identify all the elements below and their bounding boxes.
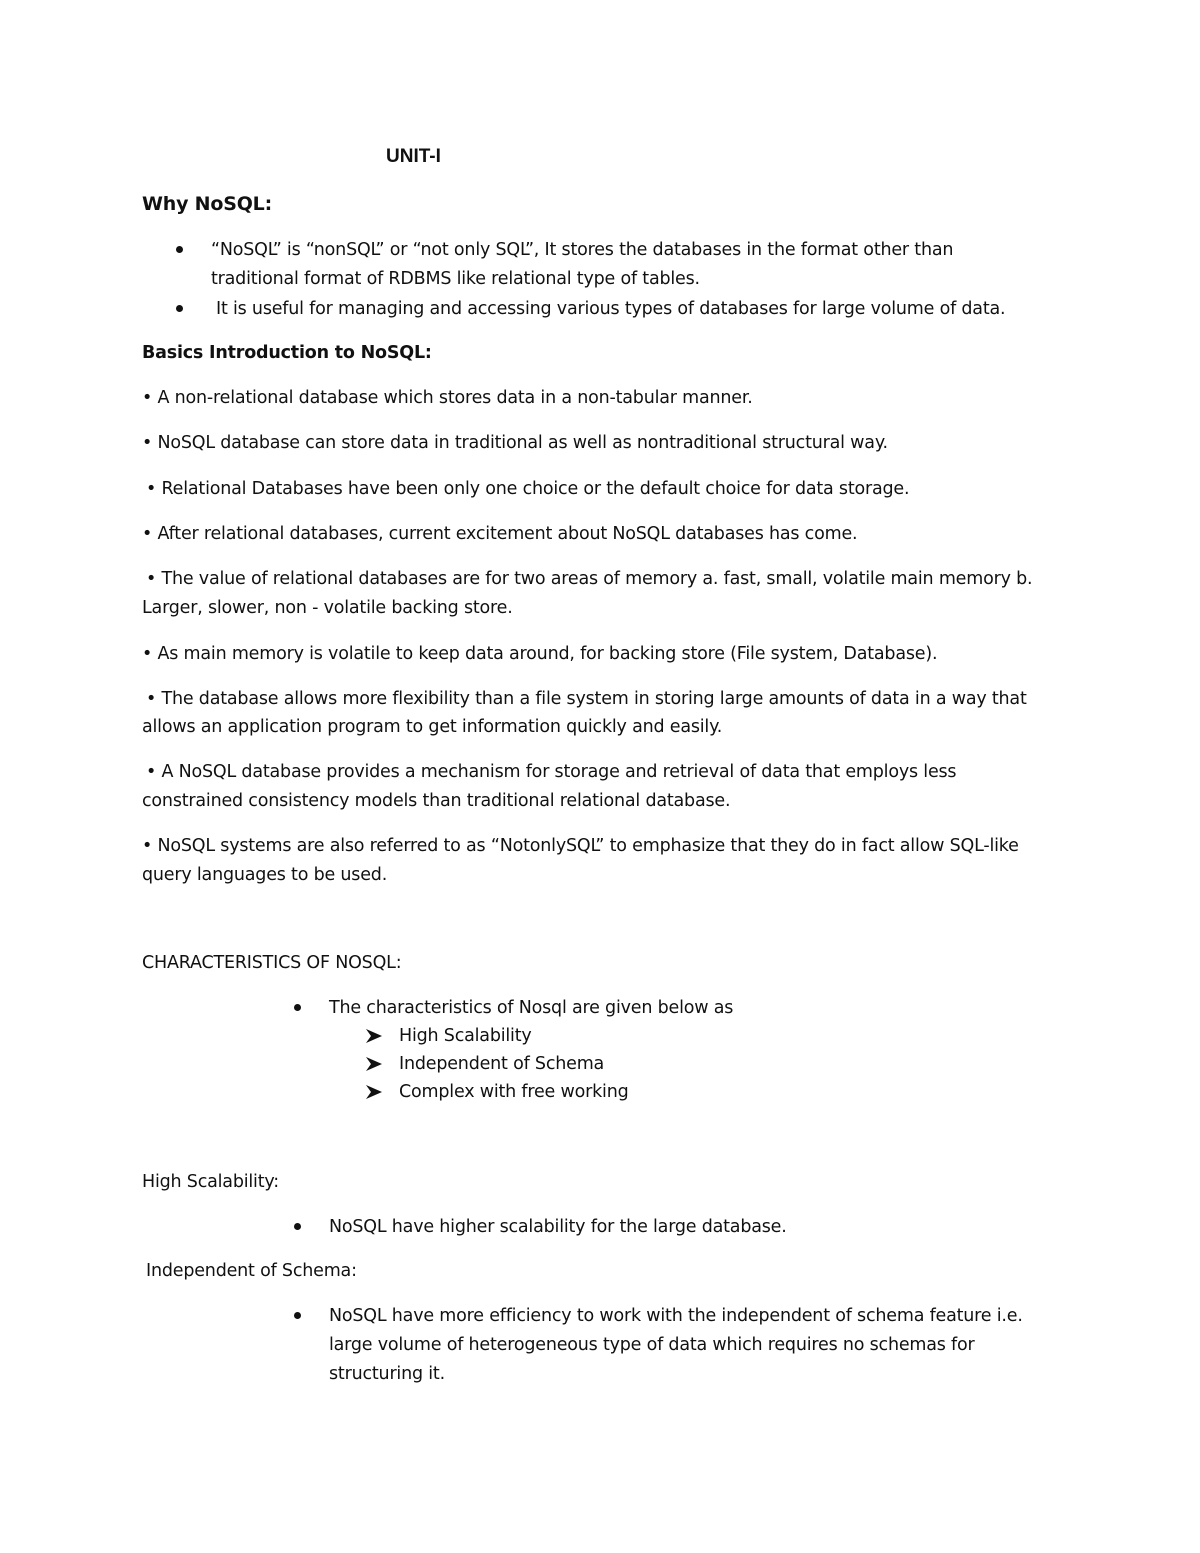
bullet-dot-icon <box>176 246 183 253</box>
basics-item: • The database allows more flexibility than a file system in storing large amounts of data in a way that <box>146 689 1027 709</box>
basics-item: • NoSQL database can store data in traditional as well as nontraditional structural way. <box>142 433 888 453</box>
scalability-item: NoSQL have higher scalability for the large database. <box>329 1217 787 1237</box>
schema-heading: Independent of Schema: <box>146 1261 357 1281</box>
basics-item: • Relational Databases have been only one choice or the default choice for data storage. <box>146 479 910 499</box>
why-item-2: It is useful for managing and accessing various types of databases for large volume of data. <box>216 299 1006 319</box>
bullet-dot-icon <box>294 1004 301 1011</box>
basics-item: • NoSQL systems are also referred to as “NotonlySQL” to emphasize that they do in fact allow SQL-like <box>142 836 1019 856</box>
page-title: UNIT-I <box>386 146 441 167</box>
scalability-heading: High Scalability: <box>142 1172 279 1192</box>
why-item-1-line-1: “NoSQL” is “nonSQL” or “not only SQL”, It stores the databases in the format other than <box>211 240 954 260</box>
basics-item: • A NoSQL database provides a mechanism for storage and retrieval of data that employs less <box>146 762 957 782</box>
bullet-dot-icon <box>294 1223 301 1230</box>
basics-item: • The value of relational databases are for two areas of memory a. fast, small, volatile main memory b. <box>146 569 1033 589</box>
characteristics-intro: The characteristics of Nosql are given below as <box>329 998 734 1018</box>
schema-item-line-3: structuring it. <box>329 1364 445 1384</box>
arrowhead-bullet-icon <box>365 1028 383 1044</box>
basics-item-continuation: allows an application program to get information quickly and easily. <box>142 717 723 737</box>
why-nosql-heading: Why NoSQL: <box>142 193 272 215</box>
basics-item-continuation: Larger, slower, non - volatile backing store. <box>142 598 513 618</box>
characteristics-heading: CHARACTERISTICS OF NOSQL: <box>142 953 402 973</box>
basics-item-continuation: constrained consistency models than traditional relational database. <box>142 791 731 811</box>
arrowhead-bullet-icon <box>365 1084 383 1100</box>
bullet-dot-icon <box>294 1312 301 1319</box>
basics-item: • A non-relational database which stores data in a non-tabular manner. <box>142 388 753 408</box>
basics-item-continuation: query languages to be used. <box>142 865 388 885</box>
bullet-dot-icon <box>176 305 183 312</box>
schema-item-line-1: NoSQL have more efficiency to work with the independent of schema feature i.e. <box>329 1306 1023 1326</box>
characteristics-list-item: Independent of Schema <box>399 1054 605 1074</box>
basics-heading: Basics Introduction to NoSQL: <box>142 343 432 363</box>
characteristics-list-item: High Scalability <box>399 1026 532 1046</box>
characteristics-list-item: Complex with free working <box>399 1082 629 1102</box>
schema-item-line-2: large volume of heterogeneous type of data which requires no schemas for <box>329 1335 975 1355</box>
basics-item: • After relational databases, current excitement about NoSQL databases has come. <box>142 524 858 544</box>
arrowhead-bullet-icon <box>365 1056 383 1072</box>
why-item-1-line-2: traditional format of RDBMS like relational type of tables. <box>211 269 700 289</box>
basics-item: • As main memory is volatile to keep data around, for backing store (File system, Database). <box>142 644 938 664</box>
